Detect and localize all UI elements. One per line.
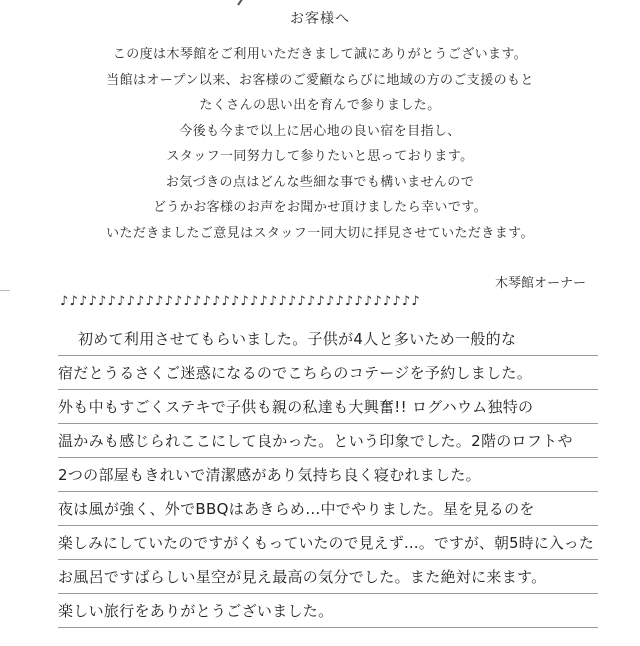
- printed-line: たくさんの思い出を育んで参りました。: [199, 98, 441, 113]
- handwritten-line: [58, 526, 598, 560]
- handwritten-text: 宿だとうるさくご迷惑になるのでこちらのコテージを予約しました。: [58, 364, 533, 382]
- handwritten-line: [58, 356, 598, 390]
- printed-message: [0, 42, 640, 246]
- printed-line: 当館はオープン以来、お客様のご愛顧ならびに地域の方のご支援のもと: [106, 72, 534, 88]
- handwritten-line: [58, 560, 598, 594]
- handwritten-text: 温かみも感じられここにして良かった。という印象でした。2階のロフトや: [58, 432, 573, 450]
- handwritten-line: [58, 424, 598, 458]
- card-title: お客様へ: [290, 11, 350, 27]
- handwritten-text: 夜は風が強く、外でBBQはあきらめ…中でやりました。星を見るのを: [58, 500, 535, 518]
- handwritten-line: [58, 492, 598, 526]
- printed-line: スタッフ一同努力して参りたいと思っております。: [166, 149, 474, 164]
- handwritten-line: [58, 390, 598, 424]
- handwritten-text: 楽しみにしていたのですがくもっていたので見えず…。ですが、朝5時に入った: [58, 534, 594, 552]
- handwritten-text: 外も中もすごくステキで子供も親の私達も大興奮!! ログハウム独特の: [58, 398, 534, 416]
- printed-line: この度は木琴館をご利用いただきまして誠にありがとうございます。: [112, 47, 528, 62]
- printed-line: お気づきの点はどんな些細な事でも構いませんので: [165, 174, 475, 190]
- pen-stroke: [237, 0, 255, 6]
- handwritten-line: [58, 322, 598, 356]
- signature: 木琴館オーナー: [494, 276, 586, 291]
- handwritten-text: 2つの部屋もきれいで清潔感があり気持ち良く寝むれました。: [58, 466, 481, 484]
- edge-mark: [0, 290, 10, 291]
- handwritten-text: 楽しい旅行をありがとうございました。: [58, 602, 334, 620]
- printed-line: いただきましたご意見はスタッフ一同大切に拝見させていただきます。: [106, 225, 534, 241]
- handwritten-text: 初めて利用させてもらいました。子供が4人と多いため一般的な: [78, 330, 517, 348]
- handwritten-line: [58, 458, 598, 492]
- handwritten-comment: [58, 322, 598, 628]
- printed-line: どうかお客様のお声をお聞かせ頂けましたら幸いです。: [153, 200, 487, 215]
- music-note-divider: ♪♪♪♪♪♪♪♪♪♪♪♪♪♪♪♪♪♪♪♪♪♪♪♪♪♪♪♪♪♪♪♪♪♪♪♪♪♪: [60, 294, 421, 309]
- handwritten-line: [58, 594, 598, 628]
- handwritten-text: お風呂ですばらしい星空が見え最高の気分でした。また絶対に来ます。: [58, 568, 547, 586]
- printed-line: 今後も今まで以上に居心地の良い宿を目指し、: [179, 123, 461, 139]
